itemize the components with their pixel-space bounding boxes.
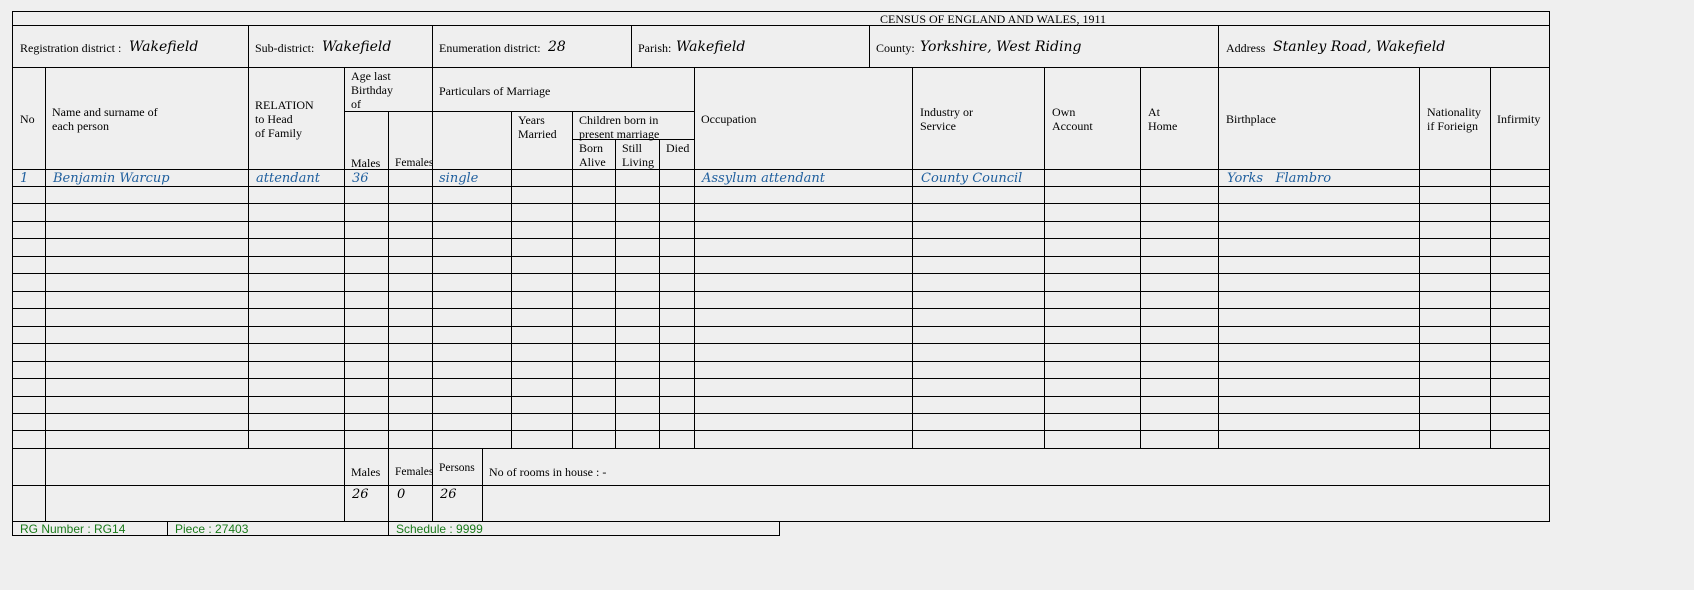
entry-occupation: Assylum attendant — [702, 171, 825, 186]
sub-district-value: Wakefield — [322, 39, 392, 55]
header-age-line3: of — [351, 97, 361, 111]
totals-females-value: 0 — [397, 487, 406, 502]
header-infirmity: Infirmity — [1497, 112, 1541, 126]
header-still-line1: Still — [622, 141, 643, 155]
form-title: CENSUS OF ENGLAND AND WALES, 1911 — [880, 12, 1107, 26]
header-relation-line2: to Head — [255, 112, 293, 126]
entry-no: 1 — [20, 171, 29, 186]
parish-value: Wakefield — [676, 39, 746, 55]
row-rule — [12, 396, 1550, 397]
entry-birthplace: Yorks Flambro — [1227, 171, 1332, 186]
row-rule — [12, 273, 1550, 274]
row-rule — [12, 413, 1550, 414]
totals-persons-value: 26 — [440, 487, 457, 502]
address-label: Address — [1226, 41, 1266, 55]
row-rule — [12, 308, 1550, 309]
enumeration-district-label: Enumeration district: — [439, 41, 541, 55]
row-rule — [12, 343, 1550, 344]
header-own-line1: Own — [1052, 105, 1076, 119]
header-males: Males — [351, 156, 381, 170]
rg-number: RG Number : RG14 — [20, 522, 126, 536]
entry-relation: attendant — [256, 171, 320, 186]
row-rule — [12, 378, 1550, 379]
header-athome-line1: At — [1148, 105, 1160, 119]
header-still-line2: Living — [622, 155, 654, 169]
rooms-label: No of rooms in house : - — [489, 465, 607, 479]
row-rule — [12, 361, 1550, 362]
header-athome-line2: Home — [1148, 119, 1178, 133]
enumeration-district-value: 28 — [548, 39, 566, 55]
header-born-line2: Alive — [579, 155, 606, 169]
totals-males-value: 26 — [352, 487, 369, 502]
header-no: No — [20, 112, 35, 126]
row-rule — [12, 221, 1550, 222]
row-rule — [12, 326, 1550, 327]
totals-females-label: Females — [395, 466, 434, 478]
row-rule — [12, 238, 1550, 239]
header-own-line2: Account — [1052, 119, 1093, 133]
header-years-line2: Married — [518, 127, 557, 141]
entry-marriage: single — [439, 171, 479, 186]
header-occupation: Occupation — [701, 112, 757, 126]
header-age-line2: Birthday — [351, 83, 393, 97]
registration-district-value: Wakefield — [129, 39, 199, 55]
header-years-line1: Years — [518, 113, 545, 127]
county-label: County: — [876, 41, 915, 55]
piece-number: Piece : 27403 — [175, 522, 249, 536]
schedule-number: Schedule : 9999 — [396, 522, 483, 536]
header-marriage: Particulars of Marriage — [439, 84, 551, 98]
totals-males-label: Males — [351, 465, 381, 479]
totals-persons-label: Persons — [439, 462, 475, 474]
header-females: Females — [395, 157, 434, 169]
row-rule — [12, 203, 1550, 204]
header-name-line2: each person — [52, 119, 109, 133]
row-rule — [12, 430, 1550, 431]
header-died: Died — [666, 141, 690, 155]
entry-industry: County Council — [921, 171, 1023, 186]
header-industry-line2: Service — [920, 119, 956, 133]
entry-name: Benjamin Warcup — [53, 171, 170, 186]
header-nationality-line1: Nationality — [1427, 105, 1481, 119]
header-relation-line3: of Family — [255, 126, 302, 140]
entry-age-male: 36 — [352, 171, 369, 186]
header-birthplace: Birthplace — [1226, 112, 1276, 126]
header-age-line1: Age last — [351, 69, 391, 83]
header-nationality-line2: if Forieign — [1427, 119, 1478, 133]
registration-district-label: Registration district : — [20, 41, 122, 55]
county-value: Yorkshire, West Riding — [920, 39, 1082, 55]
header-born-line1: Born — [579, 141, 603, 155]
header-relation-line1: RELATION — [255, 98, 314, 112]
parish-label: Parish: — [638, 41, 672, 55]
header-name-line1: Name and surname of — [52, 105, 158, 119]
row-rule — [12, 291, 1550, 292]
sub-district-label: Sub-district: — [255, 41, 315, 55]
header-children-line1: Children born in — [579, 113, 659, 127]
row-rule — [12, 256, 1550, 257]
header-industry-line1: Industry or — [920, 105, 973, 119]
address-value: Stanley Road, Wakefield — [1273, 39, 1446, 55]
header-children-line2: present marriage — [579, 127, 660, 141]
